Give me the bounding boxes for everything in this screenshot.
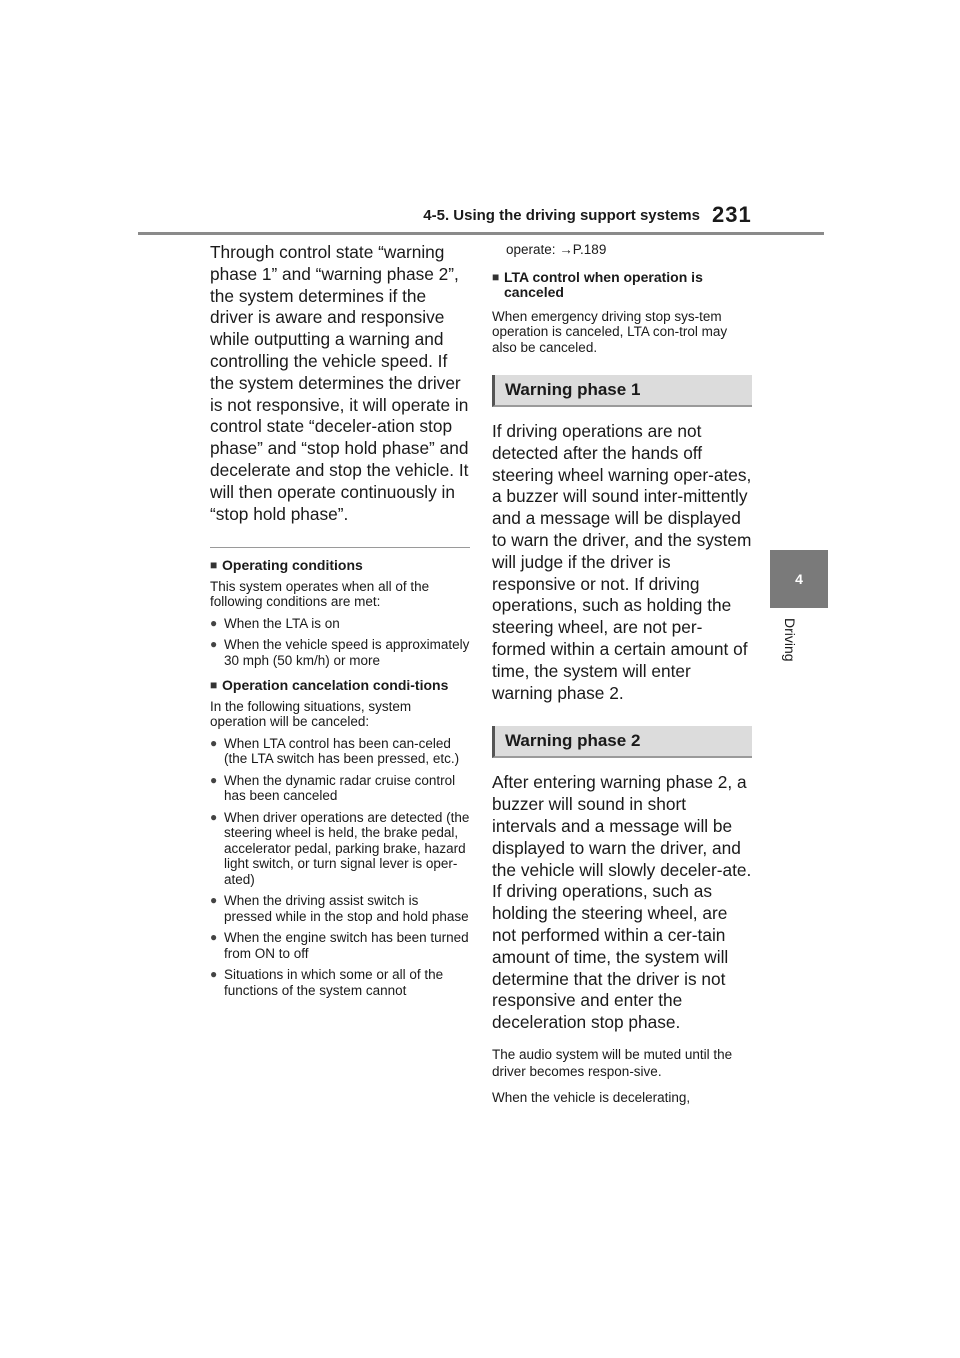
list-item	[210, 810, 470, 888]
list-item-text: When the engine switch has been turned from ON to off	[224, 930, 469, 961]
list-item	[210, 893, 470, 924]
section-title: 4-5. Using the driving support systems	[423, 207, 700, 224]
heading-text: Warning phase 2	[505, 731, 641, 751]
list-item	[210, 616, 470, 632]
chapter-number-tab: 4	[770, 550, 828, 608]
left-column	[210, 242, 470, 998]
page-number: 231	[712, 202, 752, 227]
subheading-lta-cancel	[492, 270, 752, 301]
lta-cancel-text: When emergency driving stop sys-tem operation is canceled, LTA con-trol may also be canceled.	[492, 308, 728, 355]
chapter-label: Driving	[782, 618, 798, 662]
list-item	[210, 736, 470, 767]
list-item	[210, 930, 470, 961]
list-item	[210, 967, 470, 998]
warning-phase-2-heading	[492, 726, 752, 758]
subheading-cancelation-conditions	[210, 678, 470, 694]
heading-text: Warning phase 1	[505, 380, 641, 399]
list-item-text: When the driving assist switch is pressed while in the stop and hold phase	[224, 893, 469, 924]
audio-mute-note: The audio system will be muted until the driver becomes respon-sive.	[492, 1046, 733, 1079]
subheading-text: LTA control when operation is canceled	[504, 268, 703, 300]
header-rule	[138, 232, 824, 235]
list-item	[210, 637, 470, 668]
circle-bullet-icon: ●	[210, 967, 218, 982]
circle-bullet-icon: ●	[210, 893, 218, 908]
list-item-text: Situations in which some or all of the functions of the system cannot	[224, 967, 444, 998]
section-divider	[210, 547, 470, 548]
subheading-text: Operation cancelation condi-tions	[222, 677, 449, 694]
square-bullet-icon: ■	[492, 269, 500, 284]
page-header	[0, 0, 960, 240]
circle-bullet-icon: ●	[210, 930, 218, 945]
list-item-text: When driver operations are detected (the steering wheel is held, the brake pedal, accelerator pedal, parking brake, hazard light switch, or turn signal lever is oper-ated)	[224, 809, 470, 887]
subheading-text: Operating conditions	[222, 557, 363, 574]
list-item-text: When the dynamic radar cruise control has been canceled	[224, 772, 456, 804]
square-bullet-icon: ■	[210, 678, 218, 693]
intro-paragraph: Through control state “warning phase 1” and “warning phase 2”, the system determines if the driver is aware and responsive while outputting a warning and controlling the vehicle speed. If the system determines the driver is not responsive, it will operate in control state “deceler-ation stop phase” and “stop hold phase” and decelerate and stop the vehicle. It will then operate continuously in “stop hold phase”.	[210, 242, 469, 524]
circle-bullet-icon: ●	[210, 735, 218, 750]
circle-bullet-icon: ●	[210, 637, 218, 652]
subheading-operating-conditions	[210, 558, 470, 574]
circle-bullet-icon: ●	[210, 772, 218, 787]
circle-bullet-icon: ●	[210, 615, 218, 630]
continuation-text: operate: →P.189	[506, 242, 607, 257]
decelerating-note: When the vehicle is decelerating,	[492, 1089, 691, 1105]
list-item-text: When the LTA is on	[224, 615, 340, 631]
warning-phase-1-text: If driving operations are not detected after the hands off steering wheel warning oper-ates, a buzzer will sound inter-mittently and a message will be displayed to warn the driver, and the system will judge if the driver is responsive or not. If driving operations, such as holding the steering wheel, are not per-formed within a certain amount of time, the system will enter warning phase 2.	[492, 421, 752, 703]
square-bullet-icon: ■	[210, 558, 218, 573]
circle-bullet-icon: ●	[210, 809, 218, 824]
warning-phase-2-text: After entering warning phase 2, a buzzer will sound in short intervals and a message will be displayed to warn the driver, and the vehicle will slowly deceler-ate. If driving operations, such as holding the steering wheel, are not performed within a cer-tain amount of time, the system will determine that the driver is not responsive and enter the deceleration stop phase.	[492, 772, 752, 1033]
operating-conditions-text: This system operates when all of the following conditions are met:	[210, 578, 430, 610]
list-item-text: When LTA control has been can-celed (the LTA switch has been pressed, etc.)	[224, 735, 460, 767]
list-item	[210, 773, 470, 804]
cancelation-conditions-text: In the following situations, system operation will be canceled:	[210, 698, 412, 730]
warning-phase-1-heading	[492, 375, 752, 407]
right-column	[492, 242, 752, 1105]
list-item-text: When the vehicle speed is approximately 30 mph (50 km/h) or more	[224, 637, 470, 668]
